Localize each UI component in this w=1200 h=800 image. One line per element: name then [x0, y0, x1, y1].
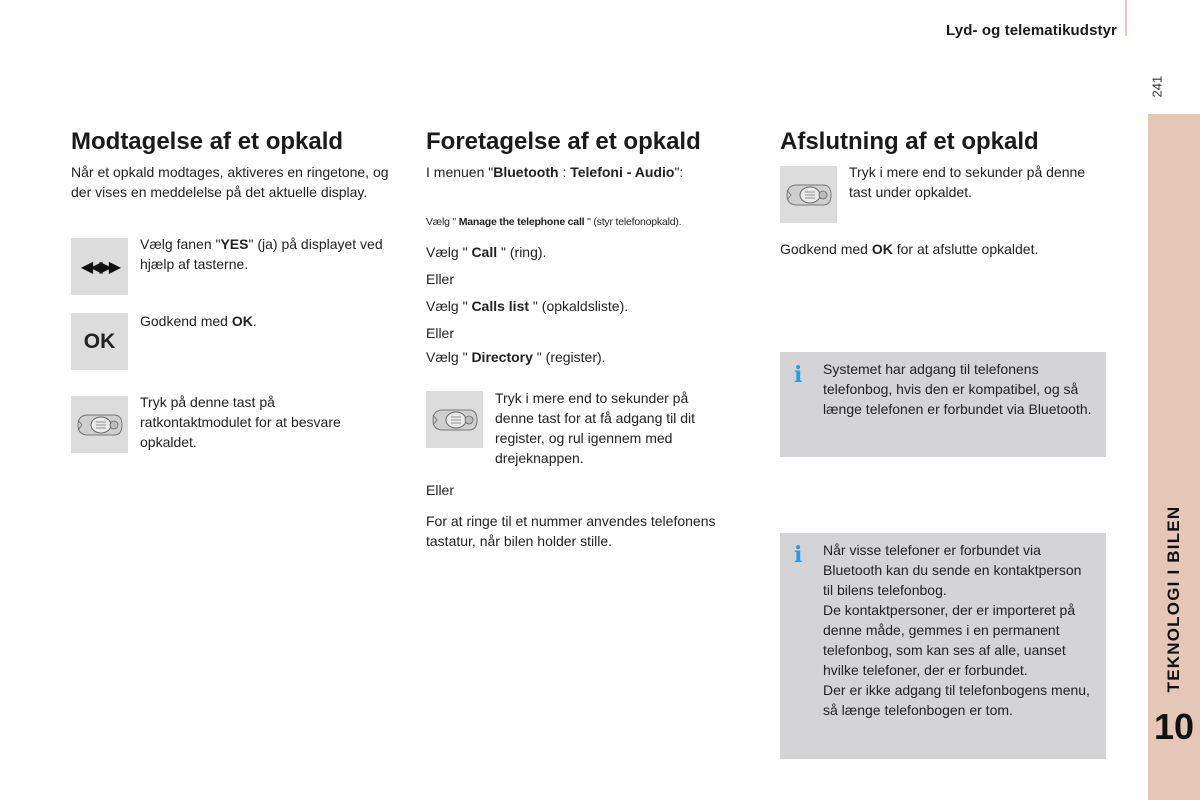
ok-button-icon: [71, 313, 128, 370]
col2-select-call: Vælg " Call " (ring).: [426, 244, 547, 260]
chapter-number: 10: [1153, 706, 1195, 747]
info-box-contacts: [780, 533, 1106, 759]
info-box-phonebook-text: Systemet har adgang til telefonens telefonbog, hvis den er kompatibel, og så længe telefonen er forbundet via Bluetooth.: [823, 361, 1092, 417]
col3-confirm-end: Godkend med OK for at afslutte opkaldet.: [780, 241, 1039, 257]
info-box-contacts-text: [823, 540, 1095, 720]
col1-step-answer: Tryk på denne tast på ratkontaktmodulet for at besvare opkaldet.: [140, 394, 341, 450]
info-icon: i: [794, 542, 803, 568]
steering-wheel-phone-button-icon: [71, 396, 128, 453]
page-number: 241: [1149, 75, 1165, 98]
info-box-phonebook: [780, 352, 1106, 457]
steering-wheel-phone-button-icon: [426, 391, 483, 448]
ok-glyph: OK: [83, 329, 116, 353]
col2-or-2: Eller: [426, 325, 455, 341]
col2-or-1: Eller: [426, 271, 455, 287]
col3-press-end: Tryk i mere end to sekunder på denne tast under opkaldet.: [849, 164, 1086, 200]
info-box-contacts-p1: Når visse telefoner er forbundet via Bluetooth kan du sende en kontaktperson til bilens telefonbog.: [823, 542, 1082, 598]
chapter-side-tab-label: TEKNOLOGI I BILEN: [1164, 505, 1183, 693]
section-title: Lyd- og telematikudstyr: [946, 22, 1117, 39]
header-divider: [1125, 0, 1127, 36]
col2-title: Foretagelse af et opkald: [426, 128, 701, 155]
col2-or-3: Eller: [426, 482, 455, 498]
col3-title: Afslutning af et opkald: [780, 128, 1039, 155]
col2-select-directory: Vælg " Directory " (register).: [426, 349, 606, 365]
info-box-contacts-p3: Der er ikke adgang til telefonbogens menu, så længe telefonbogen er tom.: [823, 682, 1090, 718]
col2-manage-call: Vælg " Manage the telephone call " (styr telefonopkald).: [426, 216, 682, 228]
info-box-contacts-p2: De kontaktpersoner, der er importeret på denne måde, gemmes i en permanent telefonbog, som kan ses af alle, uanset hvilke telefoner, der er forbundet.: [823, 602, 1076, 678]
arrows-glyph: ◀◀▶▶: [80, 258, 119, 276]
info-icon: i: [794, 362, 803, 388]
steering-wheel-phone-button-icon: [780, 166, 837, 223]
col2-press-directory: Tryk i mere end to sekunder på denne tast for at få adgang til dit register, og rul igennem med drejeknappen.: [495, 390, 696, 466]
col1-title: Modtagelse af et opkald: [71, 128, 344, 155]
col1-step-select-yes: Vælg fanen "YES" (ja) på displayet ved hjælp af tasterne.: [140, 236, 383, 272]
col2-select-calls-list: Vælg " Calls list " (opkaldsliste).: [426, 298, 629, 314]
arrow-keys-icon: [71, 238, 128, 295]
col1-step-confirm-ok: Godkend med OK.: [140, 313, 257, 329]
col2-keypad-note: For at ringe til et nummer anvendes telefonens tastatur, når bilen holder stille.: [426, 513, 716, 549]
col2-menu-path: I menuen "Bluetooth : Telefoni - Audio":: [426, 164, 684, 180]
col1-intro: Når et opkald modtages, aktiveres en ringetone, og der vises en meddelelse på det aktuelle display.: [71, 164, 389, 200]
chapter-side-tab-label-wrap: [1148, 114, 1200, 714]
